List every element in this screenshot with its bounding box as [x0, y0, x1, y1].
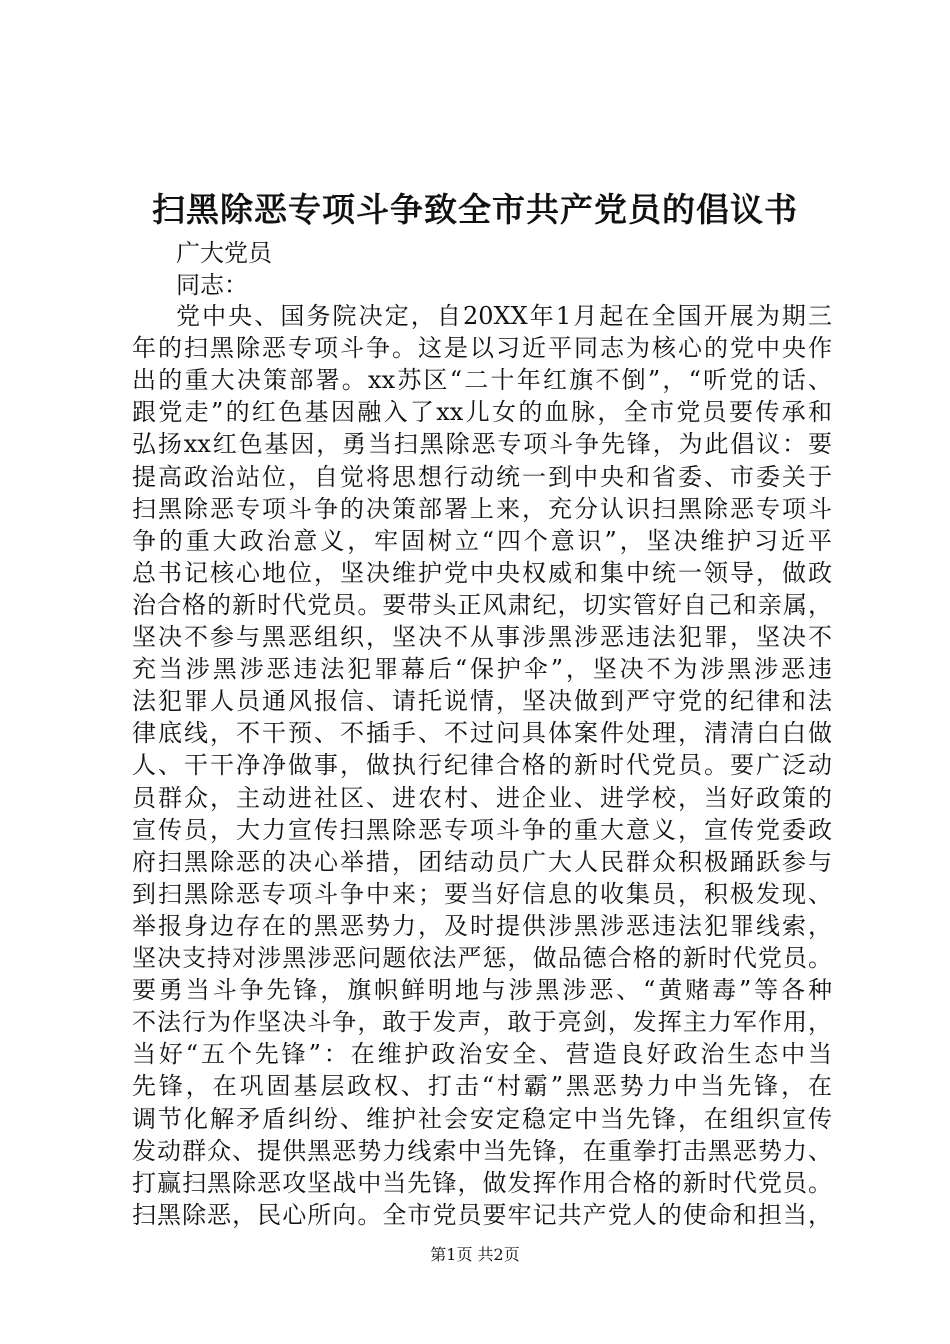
body-line: 跟党走”的红色基因融入了xx儿女的血脉，全市党员要传承和 [132, 398, 832, 426]
body-line: 提高政治站位，自觉将思想行动统一到中央和省委、市委关于 [132, 463, 832, 491]
body-line: 发动群众、提供黑恶势力线索中当先锋，在重拳打击黑恶势力、 [132, 1137, 832, 1165]
body-line: 弘扬xx红色基因，勇当扫黑除恶专项斗争先锋，为此倡议：要 [132, 430, 832, 458]
body-line: 要勇当斗争先锋，旗帜鲜明地与涉黑涉恶、“黄赌毒”等各种 [132, 976, 832, 1004]
body-line: 年的扫黑除恶专项斗争。这是以习近平同志为核心的党中央作 [132, 334, 832, 362]
body-line: 先锋，在巩固基层政权、打击“村霸”黑恶势力中当先锋，在 [132, 1072, 832, 1100]
body-line: 宣传员，大力宣传扫黑除恶专项斗争的重大意义，宣传党委政 [132, 816, 832, 844]
body-line: 争的重大政治意义，牢固树立“四个意识”，坚决维护习近平 [132, 527, 832, 555]
body-line: 总书记核心地位，坚决维护党中央权威和集中统一领导，做政 [132, 559, 832, 587]
body-line: 律底线，不干预、不插手、不过问具体案件处理，清清白白做 [132, 719, 832, 747]
page-footer: 第1页 共2页 [430, 1245, 520, 1264]
body-line: 不法行为作坚决斗争，敢于发声，敢于亮剑，发挥主力军作用， [132, 1008, 832, 1036]
body-line: 出的重大决策部署。xx苏区“二十年红旗不倒”，“听党的话、 [132, 366, 832, 394]
salutation-line: 广大党员 [176, 239, 272, 267]
body-line: 坚决支持对涉黑涉恶问题依法严惩，做品德合格的新时代党员。 [132, 944, 832, 972]
body-line: 人、干干净净做事，做执行纪律合格的新时代党员。要广泛动 [132, 751, 832, 779]
body-line: 治合格的新时代党员。要带头正风肃纪，切实管好自己和亲属， [132, 591, 832, 619]
body-line: 扫黑除恶，民心所向。全市党员要牢记共产党人的使命和担当， [132, 1201, 832, 1229]
body-line: 调节化解矛盾纠纷、维护社会安定稳定中当先锋，在组织宣传 [132, 1105, 832, 1133]
salutation-line: 同志： [176, 271, 248, 299]
body-line: 员群众，主动进社区、进农村、进企业、进学校，当好政策的 [132, 784, 832, 812]
body-line: 法犯罪人员通风报信、请托说情，坚决做到严守党的纪律和法 [132, 687, 832, 715]
document-title: 扫黑除恶专项斗争致全市共产党员的倡议书 [152, 190, 798, 229]
body-line: 充当涉黑涉恶违法犯罪幕后“保护伞”，坚决不为涉黑涉恶违 [132, 655, 832, 683]
body-line: 扫黑除恶专项斗争的决策部署上来，充分认识扫黑除恶专项斗 [132, 495, 832, 523]
body-line: 坚决不参与黑恶组织，坚决不从事涉黑涉恶违法犯罪，坚决不 [132, 623, 832, 651]
body-line: 当好“五个先锋”：在维护政治安全、营造良好政治生态中当 [132, 1040, 832, 1068]
body-line: 党中央、国务院决定，自20XX年1月起在全国开展为期三 [176, 302, 832, 330]
body-line: 举报身边存在的黑恶势力，及时提供涉黑涉恶违法犯罪线索， [132, 912, 832, 940]
body-line: 到扫黑除恶专项斗争中来；要当好信息的收集员，积极发现、 [132, 880, 832, 908]
body-line: 打赢扫黑除恶攻坚战中当先锋，做发挥作用合格的新时代党员。 [132, 1169, 832, 1197]
body-line: 府扫黑除恶的决心举措，团结动员广大人民群众积极踊跃参与 [132, 848, 832, 876]
